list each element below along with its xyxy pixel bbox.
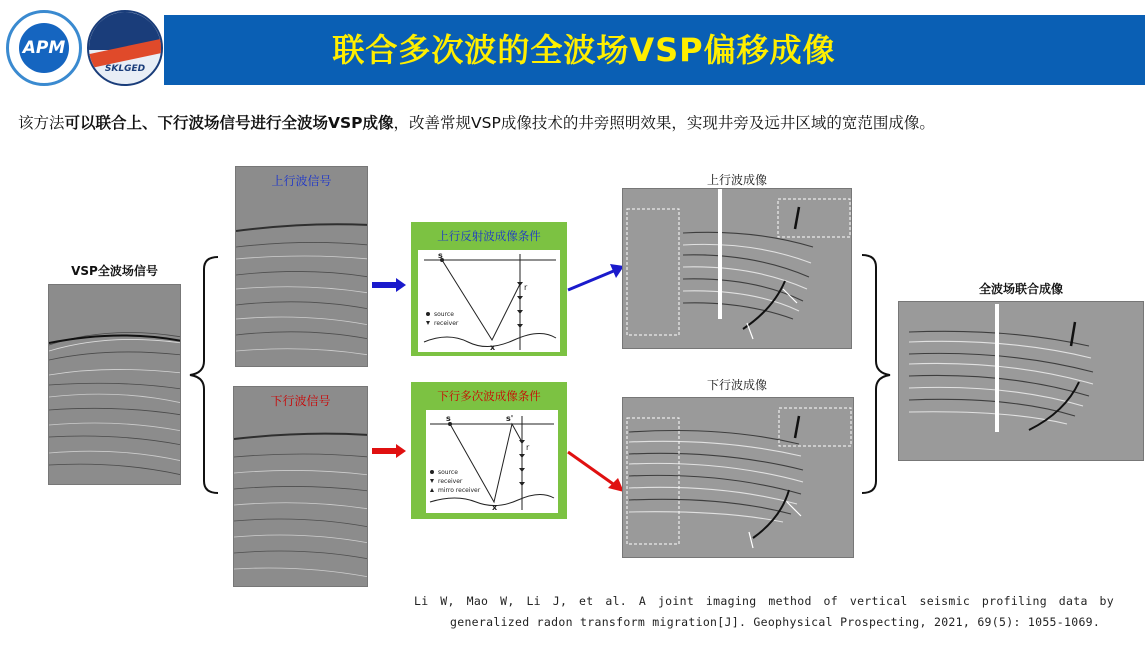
description-part1: 该方法 <box>18 114 65 132</box>
up-sketch-legend-receiver: receiver <box>434 320 459 327</box>
blue-arrow-large <box>566 262 626 294</box>
sklged-logo-text: SKLGED <box>104 64 146 74</box>
description <box>18 111 1138 133</box>
downgoing-signal-panel <box>233 386 368 587</box>
down-sketch-s-prime: s' <box>506 414 514 423</box>
input-label: VSP全波场信号 <box>71 264 158 278</box>
sklged-logo <box>87 10 163 86</box>
up-sketch-x: x <box>490 343 496 352</box>
down-image-label: 下行波成像 <box>706 378 767 392</box>
red-arrow-large <box>566 450 626 494</box>
downgoing-image <box>623 398 854 558</box>
left-brace <box>186 255 222 495</box>
down-sketch-s: s <box>446 414 451 423</box>
vsp-full-signal-image <box>49 285 181 485</box>
up-condition-label: 上行反射波成像条件 <box>437 229 541 243</box>
up-image-label: 上行波成像 <box>706 173 767 187</box>
blue-arrow-small <box>372 278 406 292</box>
up-condition-box <box>411 222 567 356</box>
downgoing-signal-label: 下行波信号 <box>270 394 331 408</box>
vsp-full-signal-panel <box>48 284 181 485</box>
down-sketch-legend-mirro: mirro receiver <box>438 487 481 494</box>
apm-logo <box>6 10 82 86</box>
combined-image-panel <box>898 301 1144 461</box>
description-bold: 可以联合上、下行波场信号进行全波场VSP成像 <box>64 114 394 132</box>
downgoing-signal-image <box>234 387 368 587</box>
right-brace <box>858 253 894 495</box>
slide-title: 联合多次波的全波场VSP偏移成像 <box>332 31 836 69</box>
output-label: 全波场联合成像 <box>978 282 1063 296</box>
up-sketch-r: r <box>524 283 528 292</box>
upgoing-image-panel <box>622 188 852 349</box>
description-part2: ，改善常规VSP成像技术的井旁照明效果，实现井旁及远井区域的宽范围成像。 <box>393 114 935 132</box>
down-condition-sketch <box>426 410 558 513</box>
down-condition-label: 下行多次波成像条件 <box>437 389 541 403</box>
upgoing-signal-panel <box>235 166 368 367</box>
upgoing-image <box>623 189 852 349</box>
down-condition-box <box>411 382 567 519</box>
apm-logo-text: APM <box>22 38 66 58</box>
up-sketch-legend-source: source <box>434 311 454 318</box>
reference-line-2: generalized radon transform migration[J]. Geophysical Prospecting, 2021, 69(5): 1055-1069. <box>450 615 1101 629</box>
down-sketch-x: x <box>492 503 498 512</box>
red-arrow-small <box>372 444 406 458</box>
reference-line-1: Li W, Mao W, Li J, et al. A joint imaging method of vertical seismic profiling data by <box>414 594 1114 608</box>
down-sketch-r: r <box>526 443 530 452</box>
down-sketch-legend-source: source <box>438 469 458 476</box>
upgoing-signal-image <box>236 167 368 367</box>
combined-image <box>899 302 1144 461</box>
down-sketch-legend-receiver: receiver <box>438 478 463 485</box>
up-condition-sketch <box>418 250 560 352</box>
up-sketch-s: s <box>438 251 443 260</box>
downgoing-image-panel <box>622 397 854 558</box>
upgoing-signal-label: 上行波信号 <box>271 174 332 188</box>
